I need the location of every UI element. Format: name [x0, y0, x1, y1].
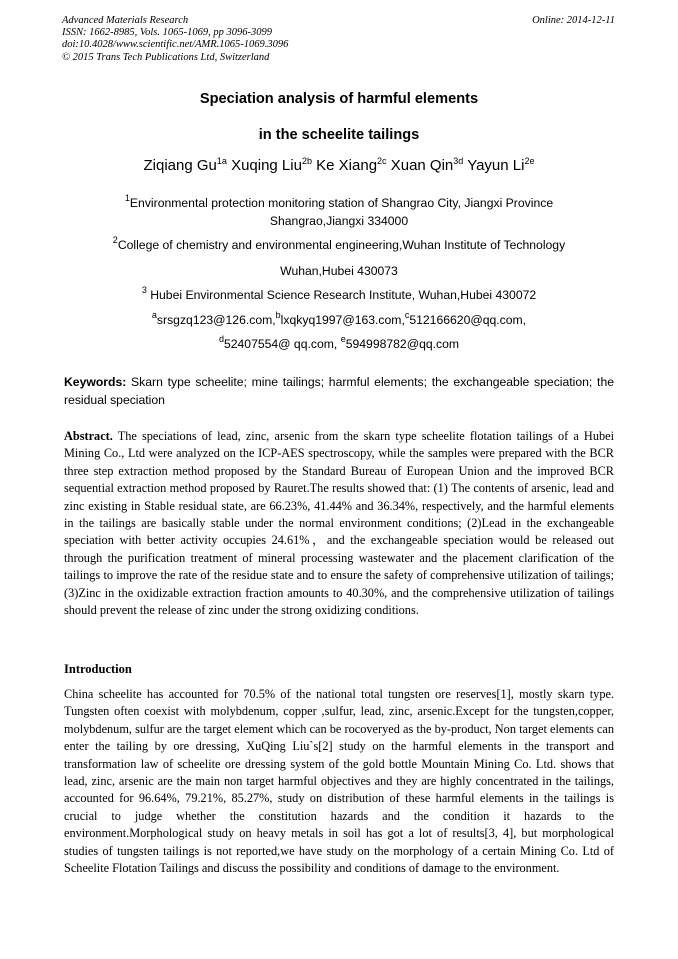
affiliation-2 [0, 235, 678, 252]
journal-name: Advanced Materials Research [62, 15, 189, 26]
email-address: 512166620@qq.com, [409, 313, 527, 327]
author-affiliation-mark: 3d [453, 156, 464, 166]
affiliation-2-address: Wuhan,Hubei 430073 [280, 264, 398, 278]
abstract-paragraph [64, 428, 614, 619]
author-affiliation-mark: 2e [524, 156, 535, 166]
abstract-label: Abstract. [64, 429, 113, 443]
section-heading-introduction: Introduction [64, 662, 132, 676]
email-line-2 [0, 334, 678, 351]
author-name: Yayun Li [467, 157, 525, 174]
keywords-paragraph [64, 374, 614, 409]
author-name: Xuan Qin [390, 157, 454, 174]
author-list [0, 157, 678, 174]
author-name: Ziqiang Gu [143, 157, 217, 174]
affiliation-1 [0, 193, 678, 210]
copyright-line: © 2015 Trans Tech Publications Ltd, Switzerland [62, 51, 270, 63]
affiliation-text: Environmental protection monitoring station of Shangrao City, Jiangxi Province [129, 196, 554, 210]
author-name: Ke Xiang [316, 157, 378, 174]
issn-line: ISSN: 1662-8985, Vols. 1065-1069, pp 3096-3099 [62, 27, 272, 39]
abstract-text: The speciations of lead, zinc, arsenic from the skarn type scheelite flotation tailings of a Hubei Mining Co., Ltd were analyzed on the ICP-AES spectroscopy, while the samples were prepared with the BCR three step extraction method proposed by the Standard Bureau of European Union and the improved BCR sequential extraction method proposed by Rauret.The results showed that: (1) The contents of arsenic, lead and zinc existing in Stable residual state, are 66.23%, 41.44% and 36.34%, respectively, and the harmful elements in the tailings are basically stable under the normal environment conditions; (2)Lead in the exchangeable speciation with better activity occupies 24.61%，and the exchangeable speciation would be released out through the purification treatment of mineral processing wastewater and the placement clarification of the tailings to improve the rate of the residue state and to ensure the safety of comprehensive utilization of tailings; (3)Zinc in the oxidizable extraction fraction amounts to 40.30%, and the comprehensive utilization of tailings should prevent the release of zinc under the strong oxidizing conditions. [64, 429, 614, 618]
author-affiliation-mark: 2b [301, 156, 312, 166]
paper-title-line-2: in the scheelite tailings [258, 127, 420, 143]
introduction-paragraph: China scheelite has accounted for 70.5% of the national total tungsten ore reserves[1], mostly skarn type. Tungsten often coexist with molybdenum, copper ,sulfur, lead, zinc, arsenic.Except for the tungsten,copper, molybdenum, sulfur are the target element which can be rocoveryed as the by-product, Non target elements can enter the tailing by ore dressing, XuQing Liu`s[2] study on the harmful elements in the transport and transformation law of scheelite ore dressing system of the gold bottle Mountain Mining Co. Ltd. shows that lead, zinc, arsenic are the main non target harmful objectives and they are highly concentrated in the tailings, accounted for 96.64%, 79.21%, 85.27%, study on distribution of these harmful elements in the tailings is crucial to judge whether the constitution hazards and the condition it hazards to the environment.Morphological study on heavy metals in soil has got a lot of results[3, 4], but morphological studies of tungsten tailings is not reported,we have study on the morphology of a certain Mining Co. Ltd of Scheelite Flotation Tailings and discuss the possibility and conditions of damage to the environment. [64, 687, 614, 876]
email-mark: e [340, 334, 346, 344]
email-address: srsgzq123@126.com, [156, 313, 276, 327]
author-affiliation-mark: 1a [216, 156, 227, 166]
affiliation-3 [0, 285, 678, 302]
email-mark: d [218, 334, 224, 344]
paper-title-line-1: Speciation analysis of harmful elements [199, 91, 479, 107]
keywords-label: Keywords: [64, 375, 127, 389]
email-address: 594998782@qq.com [345, 337, 460, 351]
affiliation-mark: 3 [141, 285, 147, 295]
email-mark: c [404, 310, 410, 320]
affiliation-mark: 1 [124, 193, 130, 203]
doi-line: doi:10.4028/www.scientific.net/AMR.1065-1069.3096 [62, 39, 289, 51]
online-date: Online: 2014-12-11 [532, 15, 615, 26]
keywords-text: Skarn type scheelite; mine tailings; harmful elements; the exchangeable speciation; the residual speciation [64, 375, 614, 407]
affiliation-1-address: Shangrao,Jiangxi 334000 [269, 214, 409, 228]
affiliation-text: Hubei Environmental Science Research Institute, Wuhan,Hubei 430072 [146, 288, 537, 302]
journal-header [62, 15, 442, 64]
email-address: 52407554@ qq.com, [223, 337, 341, 351]
email-mark: a [151, 310, 157, 320]
email-address: lxqkyq1997@163.com, [280, 313, 405, 327]
affiliation-text: College of chemistry and environmental engineering,Wuhan Institute of Technology [117, 238, 566, 252]
email-line-1 [0, 310, 678, 327]
affiliation-mark: 2 [112, 235, 118, 245]
author-name: Xuqing Liu [231, 157, 302, 174]
email-mark: b [275, 310, 281, 320]
author-affiliation-mark: 2c [377, 156, 387, 166]
